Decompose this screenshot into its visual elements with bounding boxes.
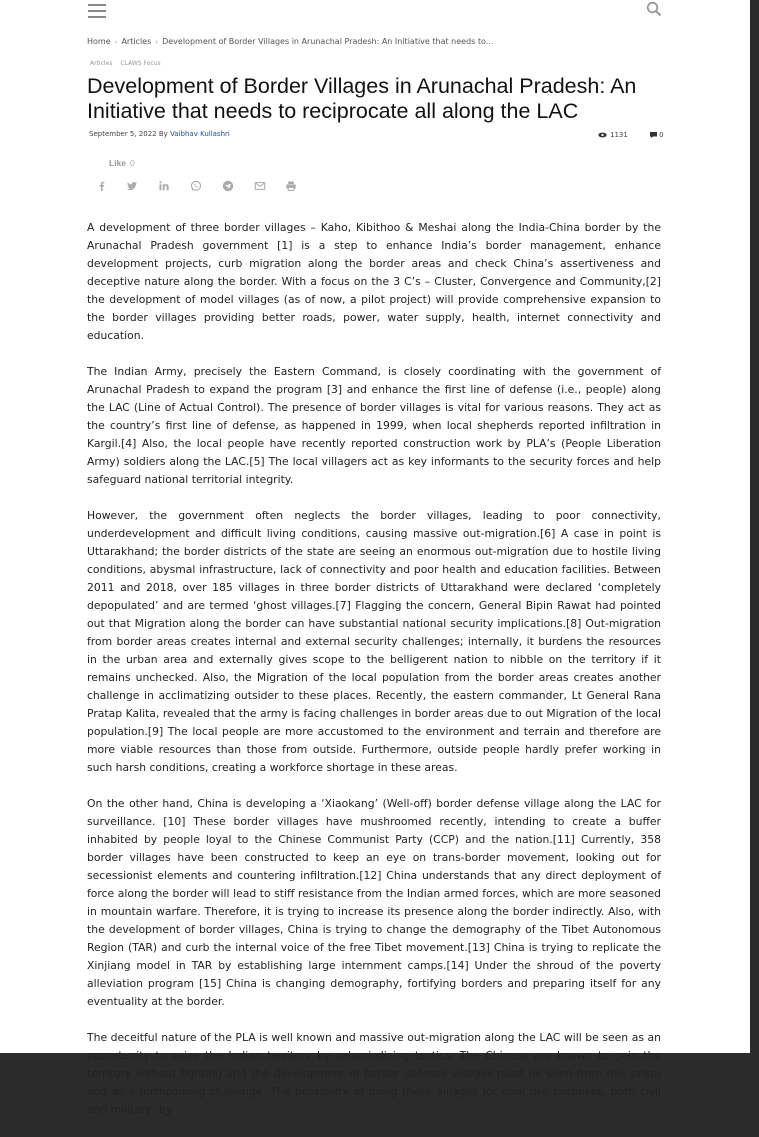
breadcrumb-current: Development of Border Villages in Arunachal Pradesh: An Initiative that needs to...: [162, 37, 494, 46]
breadcrumb: [87, 37, 687, 46]
paragraph: On the other hand, China is developing a ‘Xiaokang’ (Well-off) border defense village along the LAC for surveillance. [10] These border villages have mushroomed recently, intending to create a buffer inhabited by people loyal to the Chinese Communist Party (CCP) and the nation.[11] Currently, 358 border villages have been constructed to keep an eye on trans-border movement, looking out for secessionist elements and countering infiltration.[12] China understands that any direct deployment of force along the border will lead to stiff resistance from the Indian armed forces, which are more seasoned in mountain warfare. Therefore, it is trying to increase its presence along the border indirectly. Also, with the development of border villages, China is trying to change the demography of the Tibet Autonomous Region (TAR) and curb the internal voice of the free Tibet movement.[13] China is trying to replicate the Xinjiang model in TAR by establishing large internment camps.[14] Under the shroud of the poverty alleviation program [15] China is changing demography, fortifying borders and preparing itself for any eventuality at the border.: [87, 797, 661, 1008]
like-label: Like: [109, 158, 127, 168]
article-stats: [598, 131, 664, 139]
whatsapp-icon[interactable]: [190, 180, 202, 192]
print-icon[interactable]: [285, 180, 297, 192]
tag-claws-focus[interactable]: CLAWS Focus: [120, 60, 161, 67]
eye-icon: [598, 132, 607, 138]
comment-count[interactable]: 0: [659, 131, 664, 139]
twitter-icon[interactable]: [126, 180, 138, 192]
like-button[interactable]: [109, 158, 135, 168]
publish-date: September 5, 2022: [89, 130, 157, 138]
article-body: [87, 219, 661, 1137]
paragraph: A development of three border villages – Kaho, Kibithoo & Meshai along the India-China border by the Arunachal Pradesh government [1] is a step to enhance India’s border management, enhance development projects, curb migration along the border areas and check China’s assertiveness and deceptive nature along the border. With a focus on the 3 C’s – Cluster, Convergence and Community,[2] the development of model villages (as of now, a pilot project) will provide comprehensive expansion to the border villages providing better roads, power, water supply, health, internet connectivity and education.: [87, 221, 661, 342]
breadcrumb-separator: ›: [114, 38, 118, 46]
paragraph: The Indian Army, precisely the Eastern Command, is closely coordinating with the government of Arunachal Pradesh to expand the program [3] and enhance the first line of defense (i.e., people) along the LAC (Line of Actual Control). The presence of border villages is vital for various reasons. They act as the country’s first line of defense, as happened in 1999, when local shepherds reported infiltration in Kargil.[4] Also, the local people have recently reported construction work by PLA’s (People Liberation Army) soldiers along the LAC.[5] The local villagers act as key informants to the security forces and help safeguard national territorial integrity.: [87, 365, 661, 486]
article-meta: [89, 130, 230, 138]
paragraph: However, the government often neglects the border villages, leading to poor connectivity, underdevelopment and difficult living conditions, causing massive out-migration.[6] A case in point is Uttarakhand; the border districts of the state are seeing an enormous out-migration due to hostile living conditions, abysmal infrastructure, lack of connectivity and poor health and education facilities. Between 2011 and 2018, over 185 villages in three border districts of Uttarakhand were declared ‘completely depopulated’ and are termed ‘ghost villages.[7] Flagging the concern, General Bipin Rawat had pointed out that Migration along the border can have substantial national security implications.[8] Out-migration from border areas creates internal and external security challenges; internally, it burdens the resources in the urban area and externally gives scope to the belligerent nation to nibble on the territory if it remains unchecked. Also, the Migration of the local population from the border areas creates another challenge in acclimatizing outsider to these places. Recently, the eastern commander, Lt General Rana Pratap Kalita, revealed that the army is facing challenges in border areas due to out Migration of the local population.[9] The local people are more accustomed to the environment and terrain and therefore are more viable resources than those from outside. Furthermore, outside people hardly prefer working in such harsh conditions, creating a workforce shortage in these areas.: [87, 509, 661, 774]
facebook-icon[interactable]: [96, 180, 108, 192]
comment-icon[interactable]: [650, 132, 657, 138]
telegram-icon[interactable]: [222, 180, 234, 192]
tag-articles[interactable]: Articles: [90, 60, 113, 67]
view-count: 1131: [610, 131, 628, 139]
search-icon[interactable]: [646, 1, 662, 17]
like-count: 0: [130, 158, 135, 168]
hamburger-menu-icon[interactable]: [88, 3, 106, 17]
by-label: By: [158, 130, 168, 138]
linkedin-icon[interactable]: [158, 180, 170, 192]
email-icon[interactable]: [254, 180, 266, 192]
top-bar: [0, 0, 750, 22]
breadcrumb-separator: ›: [155, 38, 159, 46]
author-link[interactable]: Vaibhav Kullashri: [170, 130, 230, 138]
article-title: Development of Border Villages in Arunachal Pradesh: An Initiative that needs to reciprocate all along the LAC: [87, 74, 637, 123]
breadcrumb-home[interactable]: Home: [87, 37, 111, 46]
breadcrumb-articles[interactable]: Articles: [121, 37, 152, 46]
category-tags: [90, 60, 169, 67]
paragraph: The deceitful nature of the PLA is well known and massive out-migration along the LAC will be seen as an opportunity to seize the Indian territory by salami-slicing tactics. The Chinese are known to gain the territory without fighting and the development of border defense villages must be seen from this prism and as a forthcoming challenge. The possibility of using these villages for dual use purposes, both civil and military, by: [87, 1031, 661, 1116]
